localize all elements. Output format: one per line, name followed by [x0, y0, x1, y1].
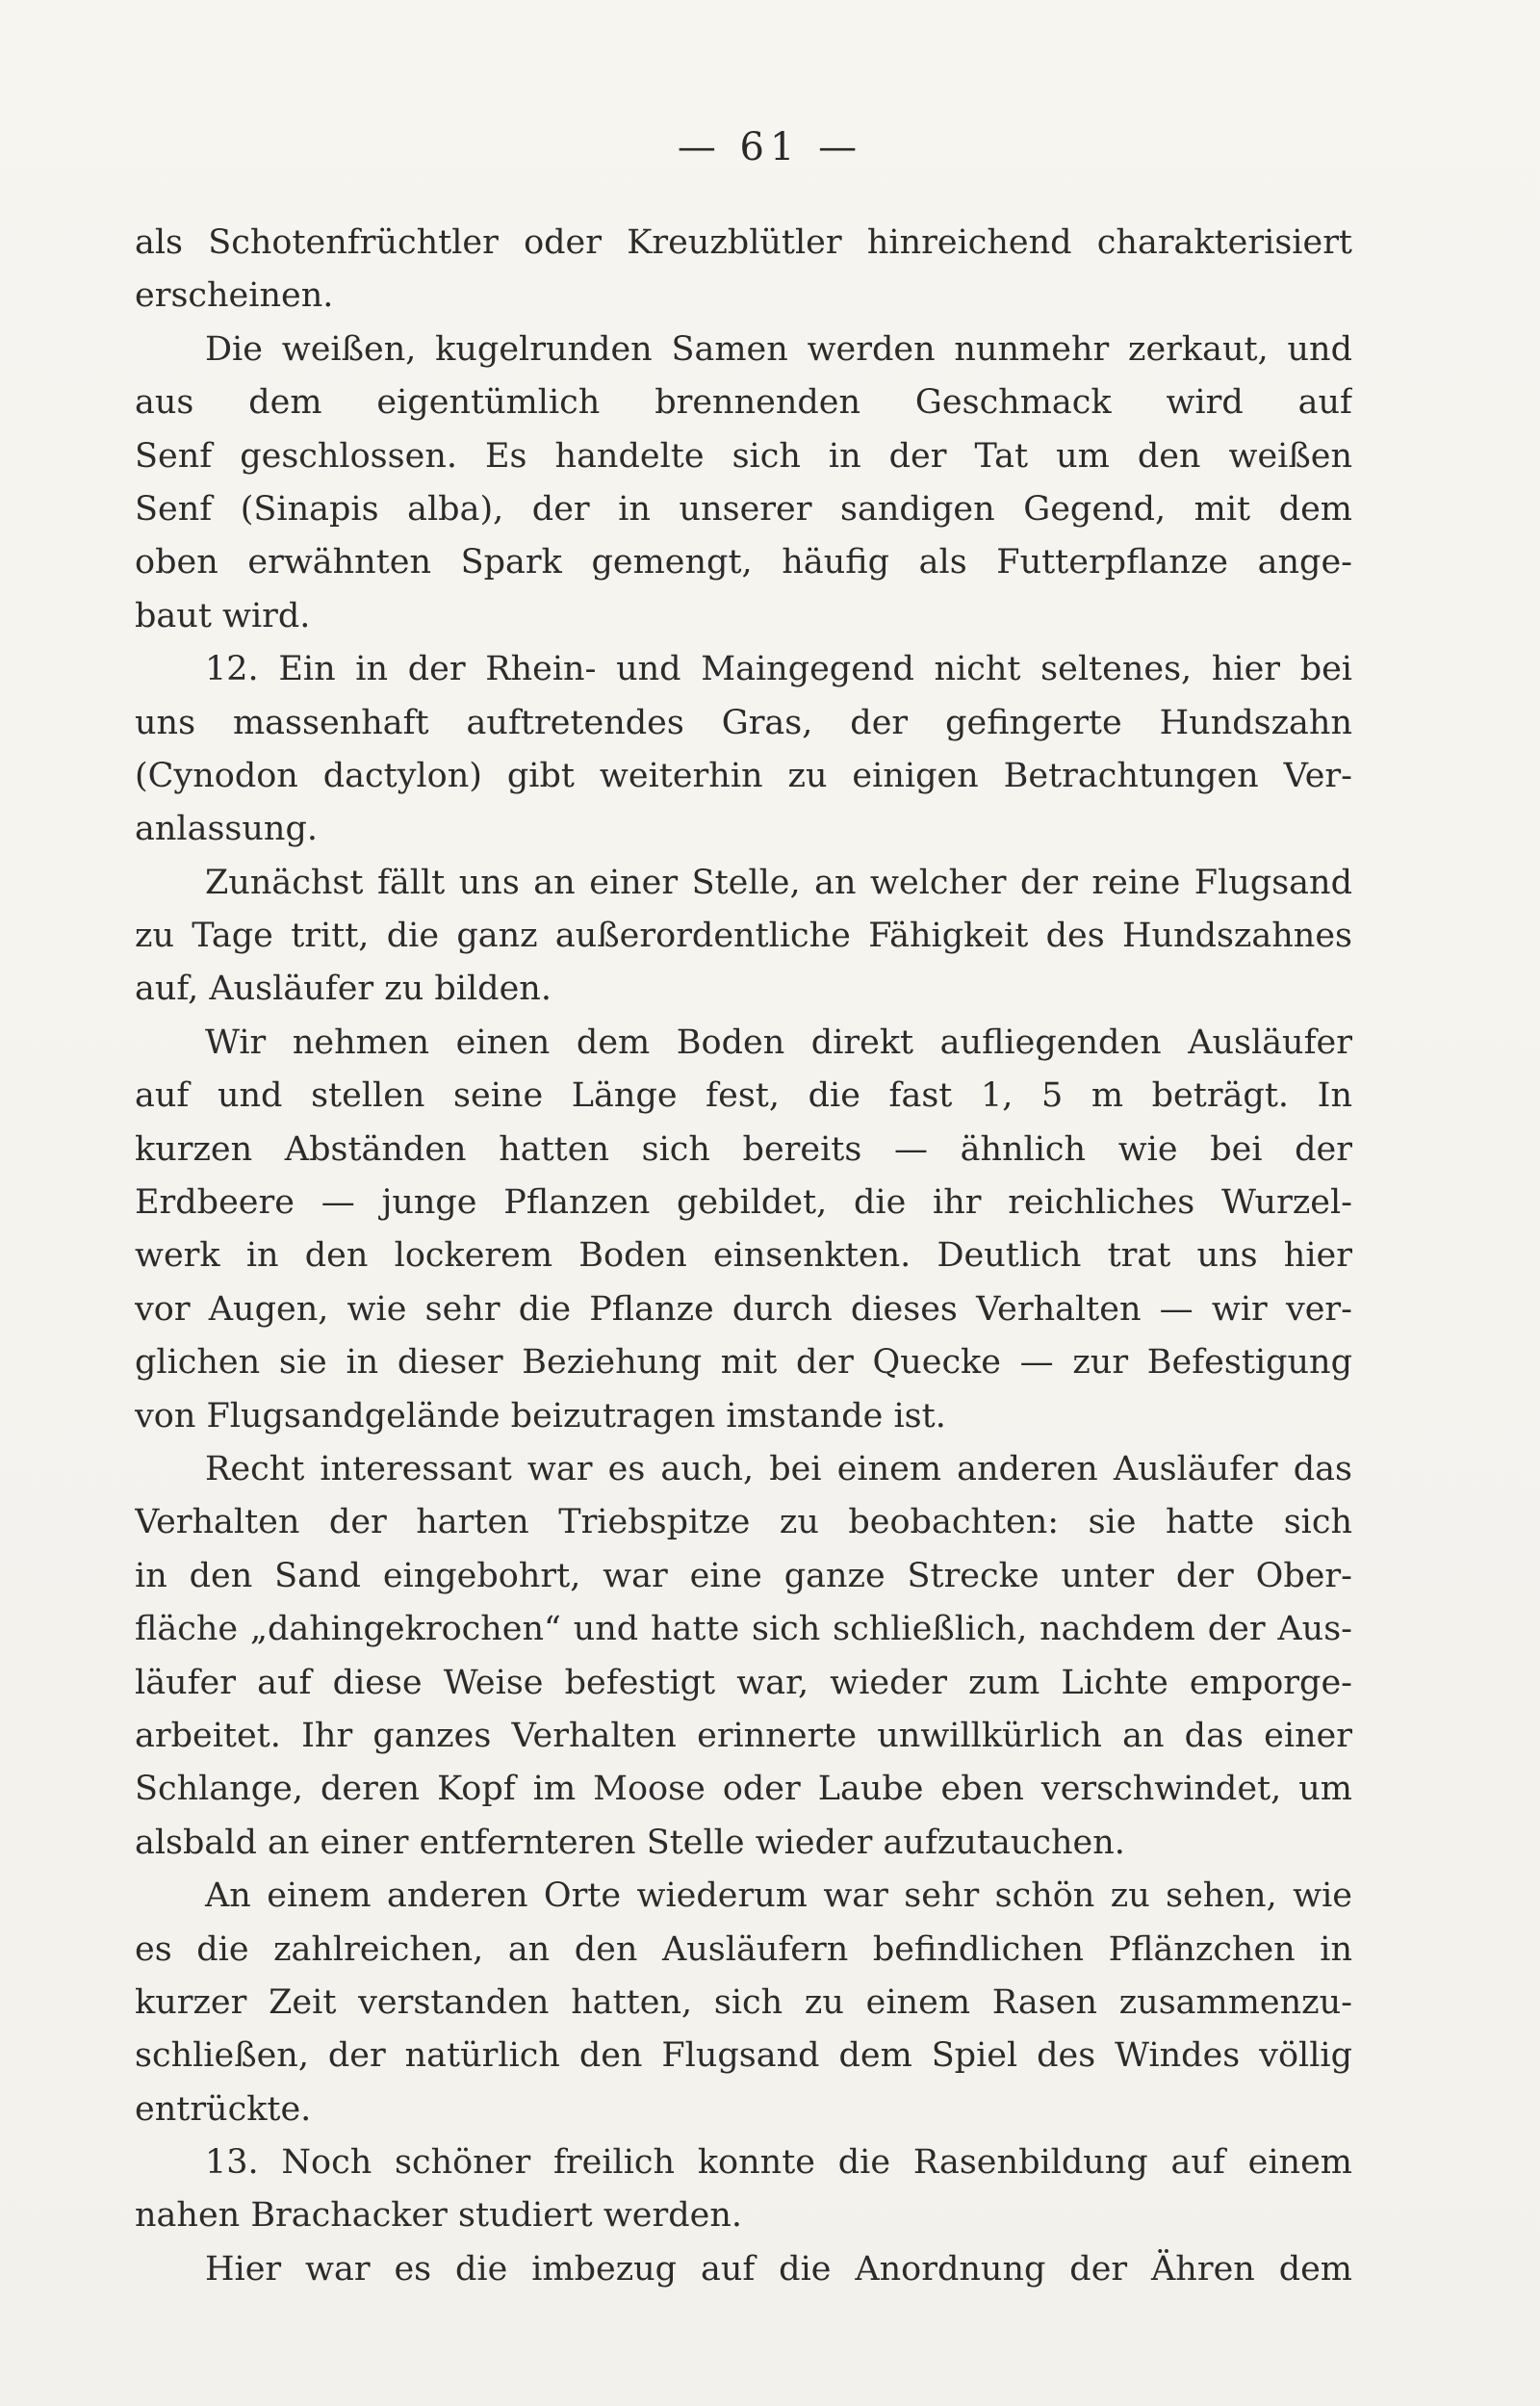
- text-line: anlassung.: [135, 810, 319, 849]
- text-line: es die zahlreichen, an den Ausläufern befindlichen Pflänzchen in: [135, 1929, 1352, 1969]
- text-line: Die weißen, kugelrunden Samen werden nunmehr zerkaut, und: [205, 329, 1352, 369]
- text-line: schließen, der natürlich den Flugsand dem Spiel des Windes völlig: [135, 2036, 1352, 2076]
- text-line: als Schotenfrüchtler oder Kreuzblütler hinreichend charakterisiert: [135, 223, 1352, 262]
- text-line: arbeitet. Ihr ganzes Verhalten erinnerte unwillkürlich an das einer: [135, 1716, 1352, 1755]
- text-line: Wir nehmen einen dem Boden direkt aufliegenden Ausläufer: [205, 1022, 1352, 1062]
- text-line: kurzer Zeit verstanden hatten, sich zu einem Rasen zusammenzu-: [135, 1982, 1352, 2022]
- text-line: baut wird.: [135, 596, 311, 635]
- text-line: alsbald an einer entfernteren Stelle wieder aufzutauchen.: [135, 1823, 1125, 1862]
- text-line: Erdbeere — junge Pflanzen gebildet, die ihr reichliches Wurzel-: [135, 1183, 1352, 1223]
- text-line: (Cynodon dactylon) gibt weiterhin zu einigen Betrachtungen Ver-: [135, 756, 1352, 795]
- text-line: kurzen Abständen hatten sich bereits — ähnlich wie bei der: [135, 1129, 1352, 1169]
- text-line: auf, Ausläufer zu bilden.: [135, 970, 552, 1009]
- text-line: fläche „dahingekrochen“ und hatte sich schließlich, nachdem der Aus-: [135, 1610, 1352, 1649]
- text-line: Senf geschlossen. Es handelte sich in der Tat um den weißen: [135, 436, 1352, 476]
- text-line: uns massenhaft auftretendes Gras, der gefingerte Hundszahn: [135, 703, 1352, 742]
- text-line: erscheinen.: [135, 276, 334, 316]
- text-line: 12. Ein in der Rhein- und Maingegend nicht seltenes, hier bei: [205, 650, 1352, 689]
- text-line: glichen sie in dieser Beziehung mit der Quecke — zur Befestigung: [135, 1343, 1352, 1383]
- text-line: läufer auf diese Weise befestigt war, wieder zum Lichte emporge-: [135, 1663, 1352, 1702]
- text-line: in den Sand eingebohrt, war eine ganze Strecke unter der Ober-: [135, 1556, 1352, 1595]
- text-line: oben erwähnten Spark gemengt, häufig als Futterpflanze ange-: [135, 543, 1352, 582]
- text-line: Schlange, deren Kopf im Moose oder Laube eben verschwindet, um: [135, 1770, 1352, 1809]
- text-line: aus dem eigentümlich brennenden Geschmack wird auf: [135, 383, 1352, 423]
- text-line: entrückte.: [135, 2089, 312, 2129]
- text-line: von Flugsandgelände beizutragen imstande ist.: [135, 1396, 946, 1436]
- body-text: [135, 217, 1352, 2296]
- page-number: — 61 —: [677, 125, 863, 169]
- text-line: vor Augen, wie sehr die Pflanze durch dieses Verhalten — wir ver-: [135, 1289, 1352, 1329]
- text-line: Zunächst fällt uns an einer Stelle, an welcher der reine Flugsand: [205, 863, 1352, 902]
- text-line: zu Tage tritt, die ganz außerordentliche Fähigkeit des Hundszahnes: [135, 917, 1352, 956]
- text-line: nahen Brachacker studiert werden.: [135, 2196, 743, 2236]
- text-line: Verhalten der harten Triebspitze zu beobachten: sie hatte sich: [135, 1503, 1352, 1542]
- text-line: werk in den lockerem Boden einsenkten. Deutlich trat uns hier: [135, 1236, 1352, 1276]
- text-line: 13. Noch schöner freilich konnte die Rasenbildung auf einem: [205, 2143, 1352, 2183]
- text-line: auf und stellen seine Länge fest, die fast 1, 5 m beträgt. In: [135, 1076, 1352, 1116]
- text-line: Recht interessant war es auch, bei einem anderen Ausläufer das: [205, 1449, 1352, 1488]
- text-line: Hier war es die imbezug auf die Anordnung der Ähren dem: [205, 2249, 1352, 2289]
- text-line: An einem anderen Orte wiederum war sehr schön zu sehen, wie: [205, 1876, 1352, 1916]
- text-line: Senf (Sinapis alba), der in unserer sandigen Gegend, mit dem: [135, 489, 1352, 529]
